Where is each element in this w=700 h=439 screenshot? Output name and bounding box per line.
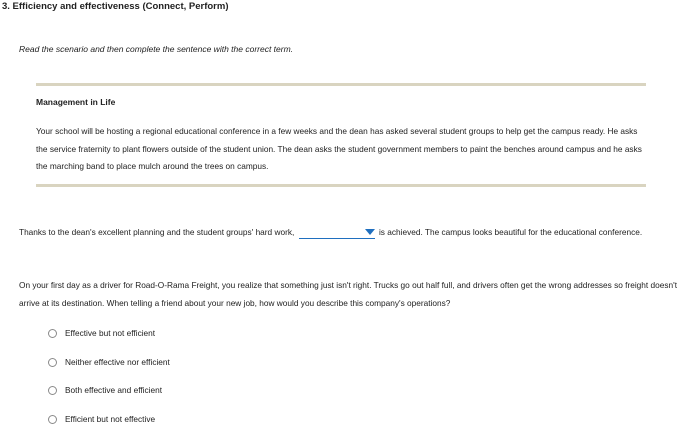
option-effective-not-efficient[interactable] [48,326,155,340]
radio-button[interactable] [48,386,57,395]
question-title: 3. Efficiency and effectiveness (Connect, Perform) [2,1,229,12]
term-dropdown[interactable] [299,225,375,239]
radio-button[interactable] [48,358,57,367]
instruction-text: Read the scenario and then complete the sentence with the correct term. [19,44,294,54]
radio-button[interactable] [48,329,57,338]
fill-in-sentence [19,223,689,241]
option-neither[interactable] [48,355,170,369]
scenario-title: Management in Life [36,97,116,107]
question2-prompt: On your first day as a driver for Road-O-Rama Freight, you realize that something just isn't right. Trucks go out half full, and drivers often get the wrong addresses so freight doesn't arrive at its destination. When telling a friend about your new job, how would you describe this company's operations? [19,280,678,308]
scenario-text: Your school will be hosting a regional educational conference in a few weeks and the dean has asked several student groups to help get the campus ready. He asks the service fraternity to plant flowers outside of the student union. The dean asks the student government members to paint the benches around campus and he asks the marching band to place mulch around the trees on campus. [36,126,642,171]
scenario-box [36,83,646,187]
fill-in-after: is achieved. The campus looks beautiful for the educational conference. [378,227,643,237]
option-label: Neither effective nor efficient [65,357,170,367]
radio-button[interactable] [48,415,57,424]
chevron-down-icon[interactable] [365,229,375,235]
option-efficient-not-effective[interactable] [48,412,155,426]
option-label: Effective but not efficient [65,328,156,338]
option-label: Efficient but not effective [65,414,156,424]
fill-in-before: Thanks to the dean's excellent planning and the student groups' hard work, [19,227,295,237]
option-both[interactable] [48,383,162,397]
option-label: Both effective and efficient [65,385,163,395]
